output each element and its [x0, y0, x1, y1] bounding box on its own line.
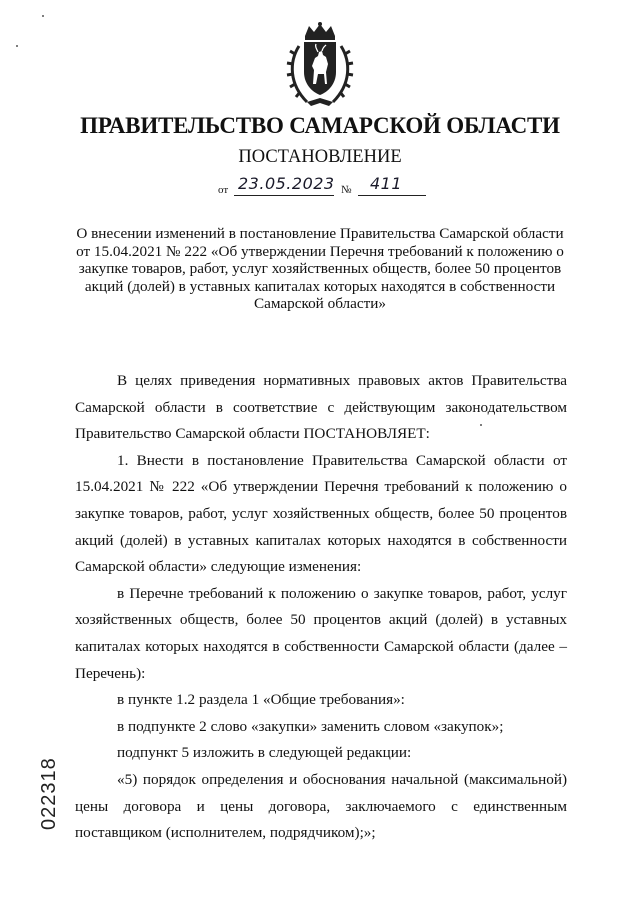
body-paragraph: В целях приведения нормативных правовых актов Правительства Самарской области в соответствие с действующим законодательством Правительство Самарской области ПОСТАНОВЛЯЕТ: — [75, 372, 567, 443]
body-paragraph: подпункт 5 изложить в следующей редакции: — [117, 744, 412, 762]
scan-speck — [42, 15, 44, 17]
government-name: ПРАВИТЕЛЬСТВО САМАРСКОЙ ОБЛАСТИ — [80, 113, 560, 138]
date-underline — [234, 195, 334, 196]
coat-of-arms-icon — [285, 22, 355, 108]
body-paragraph: в пункте 1.2 раздела 1 «Общие требования»: — [117, 691, 405, 709]
number-prefix: № — [341, 184, 352, 196]
body-paragraph: в Перечне требований к положению о закупке товаров, работ, услуг хозяйственных обществ, более 50 процентов акций (долей) в уставных капиталах которых находятся в собственности Самарской области (далее – Перечень): — [75, 584, 567, 682]
scan-speck — [16, 45, 18, 47]
body-paragraph: «5) порядок определения и обоснования начальной (максимальной) цены договора и цены договора, заключаемого с единственным поставщиком (исполнителем, подрядчиком);»; — [75, 770, 567, 842]
body-paragraph: в подпункте 2 слово «закупки» заменить словом «закупок»; — [117, 717, 504, 735]
document-type: ПОСТАНОВЛЕНИЕ — [238, 147, 402, 167]
side-serial-code: 022318 — [38, 757, 60, 830]
number-underline — [358, 195, 426, 196]
date-prefix: от — [218, 184, 229, 196]
handwritten-number: 411 — [370, 174, 403, 193]
date-number-line — [218, 176, 428, 198]
handwritten-date: 23.05.2023 — [238, 174, 335, 193]
document-subject: О внесении изменений в постановление Правительства Самарской области от 15.04.2021 № 222 «Об утверждении Перечня требований к положению о закупке товаров, работ, услуг хозяйственных обществ, более 50 процентов акций (долей) в уставных капиталах которых находятся в собственности Самарской области» — [76, 225, 564, 312]
document-body — [75, 368, 567, 847]
body-paragraph: 1. Внести в постановление Правительства Самарской области от 15.04.2021 № 222 «Об утверждении Перечня требований к положению о закупке товаров, работ, услуг хозяйственных обществ, более 50 процентов акций (долей) в уставных капиталах которых находятся в собственности Самарской области» следующие изменения: — [75, 451, 567, 576]
